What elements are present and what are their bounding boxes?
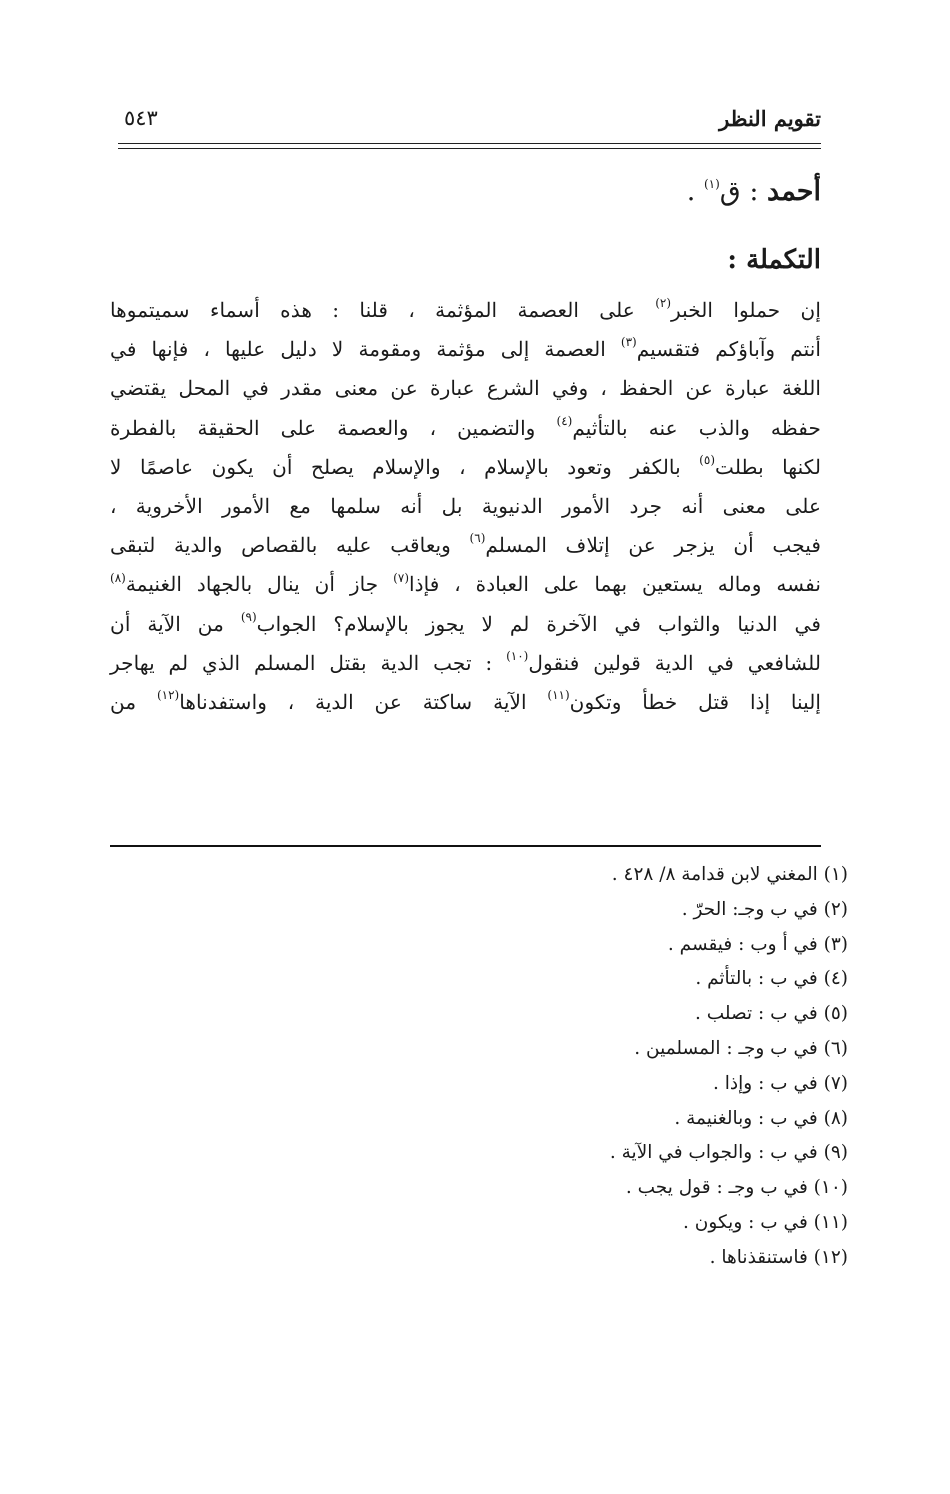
text-segment: ويعاقب عليه بالقصاص والدية لتبقى — [110, 533, 470, 558]
text-segment: بالكفر وتعود بالإسلام ، والإسلام يصلح أن يكون عاصمًا لا — [110, 454, 700, 479]
page-header — [118, 98, 821, 148]
section-heading: التكملة : — [727, 245, 821, 275]
footnotes-list — [300, 858, 848, 1276]
footnote-ref: (١٢) — [156, 688, 180, 703]
text-segment: فيجب أن يزجر عن إتلاف المسلم — [485, 533, 821, 558]
text-segment: إن حملوا الخبر — [671, 298, 821, 322]
text-segment: : تجب الدية بقتل المسلم الذي لم يهاجر — [110, 650, 507, 675]
header-rule-bottom — [118, 148, 821, 149]
text-segment: الآية ساكتة عن الدية ، واستفدناها — [179, 690, 548, 715]
text-segment: من — [110, 690, 157, 715]
text-line — [110, 683, 821, 722]
footnote-item: (٣) في أ وب : فيقسم . — [667, 933, 848, 955]
text-line — [110, 330, 821, 369]
running-title: تقويم النظر — [719, 106, 821, 131]
text-segment: على العصمة المؤثمة ، قلنا : هذه أسماء سميتموها — [110, 298, 656, 322]
footnote-item: (١٠) في ب وجـ : قول يجب . — [625, 1177, 848, 1199]
ahmad-line — [110, 170, 821, 214]
footnote-item: (٤) في ب : بالتأثم . — [695, 968, 848, 990]
text-line — [110, 448, 821, 487]
footnote-ref: (١) — [703, 177, 720, 191]
header-rule-top — [118, 143, 821, 144]
text-segment: نفسه وماله يستعين بهما على العبادة ، فإذا — [409, 572, 821, 597]
footnote-ref: (١٠) — [506, 649, 529, 664]
footnote-item: (١١) في ب : ويكون . — [683, 1211, 848, 1233]
footnote-item: (٥) في ب : تصلب . — [694, 1003, 848, 1025]
text-segment: إلينا إذا قتل خطأ وتكون — [569, 690, 822, 715]
footnote-ref: (٤) — [556, 413, 573, 428]
footnote-ref: (٧) — [393, 570, 409, 585]
text-line — [110, 526, 821, 565]
footnote-ref: (٩) — [240, 609, 257, 624]
footnote-ref: (٣) — [620, 335, 637, 350]
text-line — [110, 644, 821, 683]
text-segment: والتضمين ، والعصمة على الحقيقة بالفطرة — [110, 415, 557, 440]
text-segment: العصمة إلى مؤثمة ومقومة لا دليل عليها ، فإنها في — [110, 337, 621, 362]
footnote-item: (١٢) فاستنقذناها . — [709, 1246, 848, 1268]
footnote-item: (٧) في ب : وإذا . — [712, 1072, 848, 1094]
footnote-ref: (٢) — [655, 296, 672, 311]
main-paragraph — [110, 291, 821, 722]
text-line — [110, 487, 821, 526]
footnote-item: (٢) في ب وجـ: الحرّ . — [681, 898, 848, 920]
footnote-separator — [110, 845, 821, 847]
text-segment: حفظه والذب عنه بالتأثيم — [572, 415, 821, 440]
footnote-ref: (٦) — [469, 531, 486, 546]
text-segment: للشافعي في الدية قولين فنقول — [528, 650, 821, 675]
text-segment: من الآية أن — [110, 611, 241, 636]
footnote-ref: (١١) — [547, 688, 570, 703]
page-number: ٥٤٣ — [124, 106, 158, 130]
ahmad-rest: : ق — [719, 176, 759, 207]
text-line — [110, 291, 821, 330]
footnote-item: (٦) في ب وجـ : المسلمين . — [634, 1037, 848, 1059]
text-segment: في الدنيا والثواب في الآخرة لم لا يجوز بالإسلام؟ الجواب — [256, 611, 821, 636]
text-segment: أنتم وآباؤكم فتقسيم — [636, 337, 821, 362]
footnote-item: (٨) في ب : وبالغنيمة . — [674, 1107, 848, 1129]
footnote-ref: (٥) — [699, 453, 715, 468]
footnote-item: (٩) في ب : والجواب في الآية . — [609, 1142, 848, 1164]
text-segment: اللغة عبارة عن الحفظ ، وفي الشرع عبارة عن معنى مقدر في المحل يقتضي — [110, 376, 821, 401]
text-line — [110, 409, 821, 448]
ahmad-name: أحمد — [767, 176, 821, 207]
footnote-item: (١) المغني لابن قدامة ٨/ ٤٢٨ . — [611, 864, 848, 885]
text-line — [110, 369, 821, 408]
text-segment: جاز أن ينال بالجهاد الغنيمة — [125, 572, 394, 597]
footnote-ref: (٨) — [110, 570, 126, 585]
text-line — [110, 605, 821, 644]
ahmad-end: . — [686, 176, 704, 207]
text-line — [110, 565, 821, 604]
text-segment: على معنى أنه جرد الأمور الدنيوية بل أنه سلمها مع الأمور الأخروية ، — [110, 494, 821, 519]
text-segment: لكنها بطلت — [715, 454, 821, 479]
